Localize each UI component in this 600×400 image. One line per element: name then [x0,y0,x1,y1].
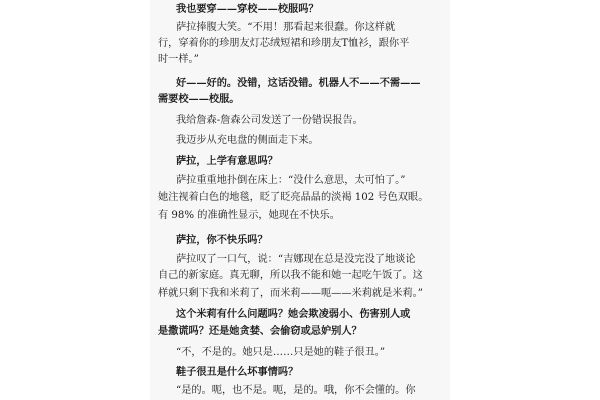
text-line: 我给詹森-詹森公司发送了一份错误报告。 [176,115,363,126]
text-line: 行，穿着你的珍朋友灯芯绒短裙和珍朋友T恤衫，跟你平 [158,38,410,49]
text-line: 萨拉重重地扑倒在床上：“没什么意思，太可怕了。” [176,175,406,186]
text-line: 是撒谎吗？还是她贪婪、会偷窃或忌妒别人？ [158,325,362,337]
text-line: 我迈步从充电盘的侧面走下来。 [176,135,319,146]
text-line: 时一样。” [158,54,199,65]
text-line: 好——好的。没错，这话没错。机器人不——不需—— [176,77,421,89]
text-line: 自己的新家庭。真无聊，所以我不能和她一起吃午饭了。这 [158,270,423,281]
text-line: 我也要穿——穿校——校服吗？ [176,3,319,15]
text-line: 萨拉，上学有意思吗？ [176,155,278,167]
text-line: 这个米莉有什么问题吗？她会欺凌弱小、伤害别人或 [176,308,411,320]
text-line: 萨拉叹了一口气，说：“吉娜现在总是没完没了地谈论 [176,254,416,265]
book-page [150,0,450,400]
text-line: 她注视着白色的地毯，眨了眨亮晶晶的淡褐 102 号色双眼。 [158,192,429,203]
text-line: 萨拉捧腹大笑。“不用！那看起来很蠢。你这样就 [176,22,396,33]
text-line: 鞋子很丑是什么坏事情吗？ [176,366,299,378]
text-line: “不，不是的。她只是……只是她的鞋子很丑。” [176,347,386,358]
text-line: 萨拉，你不快乐吗？ [176,234,268,246]
text-line: 需要校——校服。 [158,93,240,105]
text-line: 样就只剩下我和米莉了，而米莉——呃——米莉就是米莉。” [158,288,423,299]
text-line: “是的。呃，也不是。呃，是的。哦，你不会懂的。你 [176,385,416,396]
text-line: 有 98% 的准确性显示，她现在不快乐。 [158,210,340,221]
